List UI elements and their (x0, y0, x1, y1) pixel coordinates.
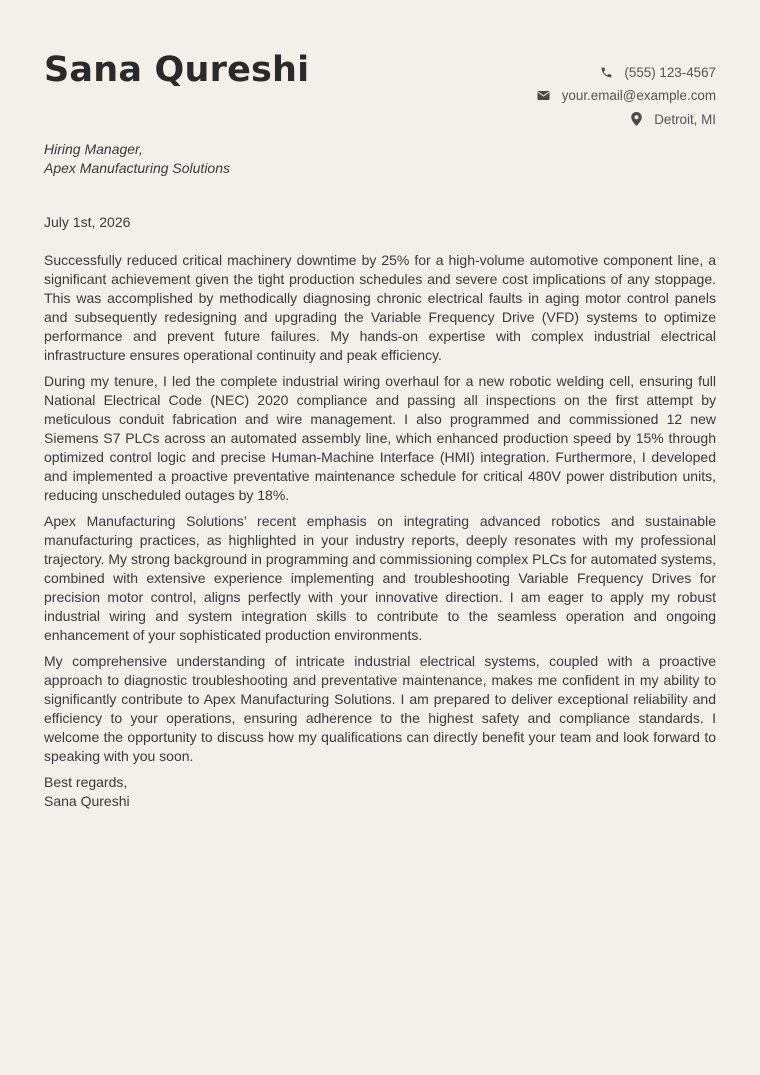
location-text: Detroit, MI (654, 111, 716, 127)
recipient-block (44, 140, 716, 178)
envelope-icon (537, 89, 551, 103)
contact-info (537, 61, 716, 131)
contact-location (537, 108, 716, 131)
body-paragraph: My comprehensive understanding of intricate industrial electrical systems, coupled with a proactive approach to diagnostic troubleshooting and preventative maintenance, makes me confident in my ability to significantly contribute to Apex Manufacturing Solutions. I am prepared to deliver exceptional reliability and efficiency to your operations, ensuring adherence to the highest safety and compliance standards. I welcome the opportunity to discuss how my qualifications can directly benefit your team and look forward to speaking with you soon. (44, 653, 716, 764)
closing-signature: Sana Qureshi (44, 793, 130, 809)
letter-header (44, 0, 716, 140)
body-paragraph: Successfully reduced critical machinery downtime by 25% for a high-volume automotive component line, a significant achievement given the tight production schedules and severe cost implications of any stoppage. This was accomplished by methodically diagnosing chronic electrical faults in aging motor control panels and subsequently redesigning and upgrading the Variable Frequency Drive (VFD) systems to optimize performance and prevent future failures. My hands-on expertise with complex industrial electrical infrastructure ensures operational continuity and peak efficiency. (44, 252, 716, 363)
recipient-company: Apex Manufacturing Solutions (44, 160, 230, 176)
email-text: your.email@example.com (561, 88, 716, 104)
contact-email (537, 84, 716, 107)
letter-date: July 1st, 2026 (44, 214, 131, 230)
recipient-title: Hiring Manager, (44, 141, 143, 157)
body-paragraph: Apex Manufacturing Solutions’ recent emphasis on integrating advanced robotics and sustainable manufacturing practices, as highlighted in your industry reports, deeply resonates with my professional trajectory. My strong background in programming and commissioning complex PLCs for automated systems, combined with extensive experience implementing and troubleshooting Variable Frequency Drives for precision motor control, aligns perfectly with your innovative direction. I am eager to apply my robust industrial wiring and system integration skills to contribute to the seamless operation and ongoing enhancement of your sophisticated production environments. (44, 513, 716, 643)
map-pin-icon (629, 112, 643, 126)
letter-closing (44, 773, 716, 811)
phone-icon (599, 66, 613, 80)
letter-body (44, 251, 716, 766)
body-paragraph: During my tenure, I led the complete industrial wiring overhaul for a new robotic welding cell, ensuring full National Electrical Code (NEC) 2020 compliance and passing all inspections on the first attempt by meticulous conduit fabrication and wire management. I also programmed and commissioned 12 new Siemens S7 PLCs across an automated assembly line, which enhanced production speed by 15% through optimized control logic and precise Human-Machine Interface (HMI) integration. Furthermore, I developed and implemented a proactive preventative maintenance schedule for critical 480V power distribution units, reducing unscheduled outages by 18%. (44, 373, 716, 503)
phone-text: (555) 123-4567 (624, 65, 716, 81)
applicant-name: Sana Qureshi (44, 50, 310, 90)
closing-salutation: Best regards, (44, 774, 128, 790)
contact-phone (537, 61, 716, 84)
